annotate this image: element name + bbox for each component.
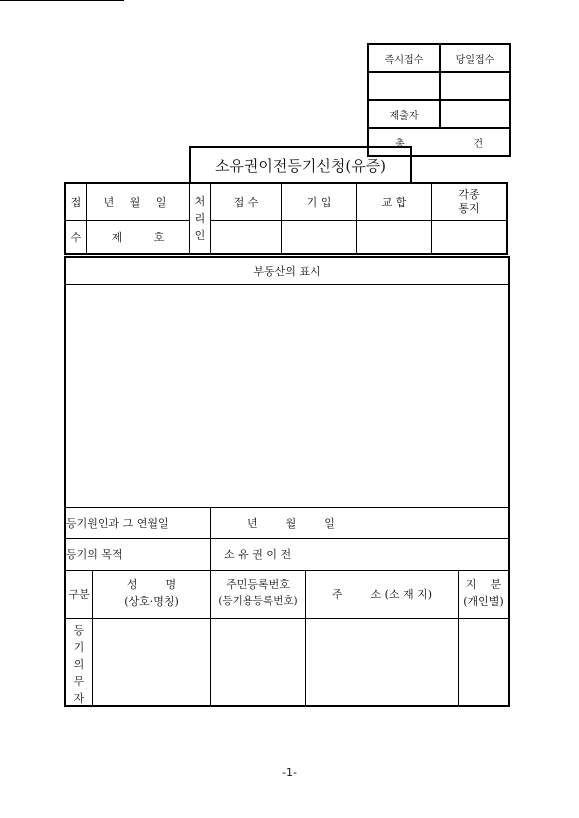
submitter-label: 제출자: [368, 100, 440, 128]
receipt-label-bottom: 수: [65, 220, 87, 254]
obligor-label: [66, 622, 92, 707]
divider: [66, 507, 508, 508]
obligor-char-4: 무: [73, 675, 85, 688]
processor-char-1: 처: [194, 195, 206, 208]
obligor-char-3: 의: [73, 658, 85, 671]
divider: [210, 507, 211, 538]
same-day-receipt-label: 당일접수: [440, 44, 510, 72]
col-share: [459, 576, 508, 610]
purpose-value[interactable]: 소 유 권 이 전: [224, 548, 292, 561]
page-number: -1-: [282, 766, 297, 779]
processor-char-2: 리: [194, 212, 206, 225]
col-id-line1: 주민등록번호: [226, 578, 290, 591]
col-entry: 기 입: [282, 183, 357, 220]
divider: [66, 538, 508, 539]
immediate-receipt-label: 즉시접수: [368, 44, 440, 72]
total-right-label: 건: [473, 138, 483, 150]
obligor-address-cell[interactable]: [306, 619, 458, 706]
obligor-char-1: 등: [73, 624, 85, 637]
receipt-cell[interactable]: [211, 220, 282, 254]
processor-label: [190, 183, 211, 254]
obligor-char-2: 기: [73, 641, 85, 654]
receipt-processing-table: [64, 182, 508, 255]
divider: [210, 538, 211, 570]
col-name-line2: (상호·명칭): [124, 595, 179, 608]
col-receipt: 접 수: [211, 183, 282, 220]
obligor-name-cell[interactable]: [93, 619, 210, 706]
col-name: [93, 576, 210, 610]
property-section-title: 부동산의 표시: [253, 265, 321, 278]
document-title: 소유권이전등기신청(유증): [189, 146, 412, 182]
col-id-line2: (등기용등록번호): [218, 595, 298, 607]
top-rule: [0, 0, 124, 1]
col-notice: 각종 통지: [432, 183, 508, 220]
col-share-line1: 지 분: [465, 578, 502, 591]
col-name-line1: 성 명: [126, 578, 177, 591]
purpose-label: 등기의 목적: [66, 548, 123, 561]
submitter-cell[interactable]: [440, 100, 510, 128]
immediate-receipt-cell[interactable]: [368, 72, 440, 100]
notice-cell[interactable]: [432, 220, 508, 254]
col-address: 주 소 (소 재 지): [331, 588, 433, 601]
number-label: 제 호: [87, 220, 190, 254]
col-check: 교 합: [357, 183, 432, 220]
col-type: 구분: [68, 588, 90, 601]
cause-value[interactable]: 년 월 일: [247, 517, 335, 530]
date-label: 년 월 일: [87, 183, 190, 220]
check-cell[interactable]: [357, 220, 432, 254]
entry-cell[interactable]: [282, 220, 357, 254]
obligor-id-cell[interactable]: [211, 619, 305, 706]
obligor-char-5: 자: [73, 692, 85, 705]
total-left-label: 총: [395, 138, 405, 150]
col-share-line2: (개인별): [463, 595, 504, 608]
same-day-receipt-cell[interactable]: [440, 72, 510, 100]
cause-label: 등기원인과 그 연월일: [66, 517, 169, 530]
col-id: [211, 576, 305, 610]
obligor-share-cell[interactable]: [459, 619, 508, 706]
receipt-label-top: 접: [65, 183, 87, 220]
receipt-box: [367, 43, 511, 157]
property-description-area[interactable]: [66, 285, 508, 507]
processor-char-3: 인: [194, 229, 206, 242]
